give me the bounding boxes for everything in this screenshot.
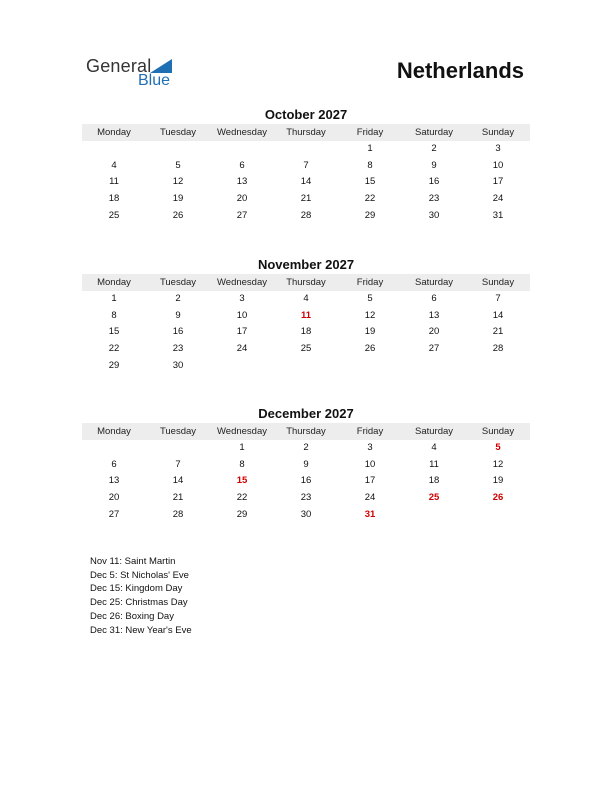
day-cell: 6	[239, 159, 245, 171]
day-cell: 5	[175, 159, 181, 171]
logo-triangle-icon	[150, 59, 172, 73]
day-cell: 21	[300, 193, 312, 205]
day-cell: 1	[367, 143, 373, 154]
day-cell: 13	[108, 475, 120, 487]
weekday-label: Saturday	[414, 277, 454, 288]
holiday-notes	[90, 555, 192, 637]
day-cell	[146, 440, 210, 457]
day-cell: 28	[172, 508, 184, 520]
day-cell: 20	[236, 193, 248, 205]
week-row	[82, 191, 530, 208]
weekday-label: Thursday	[286, 426, 326, 437]
day-cell	[466, 507, 530, 524]
weekday-label: Sunday	[481, 127, 515, 138]
weekday-label: Sunday	[481, 426, 515, 437]
day-cell	[402, 358, 466, 375]
day-cell: 24	[236, 343, 248, 355]
day-cell: 21	[492, 326, 504, 338]
weekday-label: Tuesday	[159, 127, 197, 138]
day-cell: 17	[364, 475, 376, 487]
day-cell	[466, 358, 530, 375]
holiday-day-cell: 11	[300, 309, 312, 321]
month-title: October 2027	[264, 107, 348, 122]
weekday-header-row	[82, 423, 530, 440]
day-cell: 2	[175, 293, 181, 304]
day-cell: 12	[492, 458, 504, 470]
weekday-label: Friday	[356, 277, 384, 288]
day-cell: 8	[367, 159, 373, 171]
weekday-label: Saturday	[414, 127, 454, 138]
month-title: November 2027	[257, 257, 355, 272]
day-cell: 18	[428, 475, 440, 487]
day-cell: 31	[492, 209, 504, 221]
day-cell: 5	[367, 293, 373, 304]
day-cell	[210, 141, 274, 158]
day-cell: 6	[431, 293, 437, 304]
month-block	[82, 405, 530, 523]
day-cell: 27	[428, 343, 440, 355]
holiday-day-cell: 26	[492, 492, 504, 504]
day-cell: 18	[300, 326, 312, 338]
day-cell: 25	[108, 209, 120, 221]
week-row	[82, 440, 530, 457]
weekday-label: Friday	[356, 426, 384, 437]
weekday-header-row	[82, 124, 530, 141]
day-cell: 1	[111, 293, 117, 304]
day-cell	[210, 358, 274, 375]
day-cell: 16	[428, 176, 440, 188]
holiday-day-cell: 25	[428, 492, 440, 504]
day-cell: 19	[172, 193, 184, 205]
day-cell: 2	[431, 143, 437, 154]
weekday-label: Wednesday	[217, 277, 267, 288]
day-cell: 23	[300, 492, 312, 504]
day-cell	[82, 141, 146, 158]
day-cell: 23	[428, 193, 440, 205]
day-cell: 20	[428, 326, 440, 338]
holiday-day-cell: 5	[495, 442, 501, 453]
day-cell: 3	[367, 442, 373, 453]
day-cell: 17	[492, 176, 504, 188]
country-title: Netherlands	[396, 58, 524, 83]
day-cell: 11	[109, 176, 119, 188]
weekday-label: Tuesday	[159, 277, 197, 288]
day-cell	[274, 358, 338, 375]
month-block	[82, 256, 530, 374]
logo-blue-text: Blue	[138, 72, 171, 89]
day-cell: 28	[492, 343, 504, 355]
day-cell: 13	[236, 176, 248, 188]
day-cell	[274, 141, 338, 158]
day-cell: 29	[108, 359, 120, 371]
day-cell: 9	[303, 458, 309, 470]
day-cell: 18	[108, 193, 120, 205]
week-row	[82, 473, 530, 490]
day-cell: 4	[303, 293, 309, 304]
day-cell: 4	[431, 442, 437, 453]
day-cell: 13	[428, 309, 440, 321]
day-cell	[82, 440, 146, 457]
holiday-note: Dec 15: Kingdom Day	[90, 583, 183, 595]
generalblue-logo	[86, 56, 186, 92]
day-cell: 8	[239, 458, 245, 470]
holiday-day-cell: 15	[236, 475, 248, 487]
week-row	[82, 341, 530, 358]
day-cell: 20	[108, 492, 120, 504]
day-cell: 19	[364, 326, 376, 338]
day-cell: 4	[111, 159, 117, 171]
day-cell: 8	[111, 309, 117, 321]
day-cell: 3	[239, 293, 245, 304]
holiday-note: Dec 31: New Year's Eve	[90, 624, 192, 636]
day-cell: 7	[303, 159, 309, 171]
day-cell: 27	[236, 209, 248, 221]
weekday-label: Tuesday	[159, 426, 197, 437]
weekday-label: Monday	[97, 426, 131, 437]
day-cell: 28	[300, 209, 312, 221]
day-cell: 26	[364, 343, 376, 355]
day-cell: 29	[236, 508, 248, 520]
holiday-note: Nov 11: Saint Martin	[90, 556, 176, 567]
day-cell: 11	[429, 458, 439, 470]
weekday-label: Wednesday	[217, 426, 267, 437]
week-row	[82, 358, 530, 375]
weekday-label: Thursday	[286, 127, 326, 138]
week-row	[82, 490, 530, 507]
day-cell: 26	[172, 209, 184, 221]
week-row	[82, 158, 530, 175]
week-row	[82, 457, 530, 474]
day-cell: 14	[492, 309, 504, 321]
weekday-label: Monday	[97, 277, 131, 288]
logo-general-text: General	[86, 56, 152, 76]
day-cell: 19	[492, 475, 504, 487]
day-cell: 27	[108, 508, 120, 520]
weekday-label: Thursday	[286, 277, 326, 288]
day-cell: 22	[236, 492, 248, 504]
weekday-label: Monday	[97, 127, 131, 138]
holiday-note: Dec 25: Christmas Day	[90, 597, 188, 609]
week-row	[82, 507, 530, 524]
weekday-label: Friday	[356, 127, 384, 138]
day-cell: 7	[175, 458, 181, 470]
weekday-label: Wednesday	[217, 127, 267, 138]
holiday-note: Dec 26: Boxing Day	[90, 610, 174, 622]
day-cell: 6	[111, 458, 117, 470]
day-cell: 24	[364, 492, 376, 504]
day-cell: 15	[364, 176, 376, 188]
weekday-header-row	[82, 274, 530, 291]
month-block	[82, 106, 530, 224]
month-title: December 2027	[258, 406, 354, 421]
day-cell: 7	[495, 293, 501, 304]
day-cell: 14	[300, 176, 312, 188]
day-cell: 10	[492, 159, 504, 171]
weekday-label: Saturday	[414, 426, 454, 437]
week-row	[82, 208, 530, 225]
day-cell: 9	[175, 309, 181, 321]
day-cell: 16	[172, 326, 184, 338]
week-row	[82, 291, 530, 308]
day-cell: 16	[300, 475, 312, 487]
day-cell: 23	[172, 343, 184, 355]
day-cell: 2	[303, 442, 309, 453]
weekday-label: Sunday	[481, 277, 515, 288]
day-cell: 30	[172, 359, 184, 371]
day-cell	[146, 141, 210, 158]
day-cell: 9	[431, 159, 437, 171]
day-cell	[402, 507, 466, 524]
day-cell: 29	[364, 209, 376, 221]
day-cell: 21	[172, 492, 184, 504]
holiday-note: Dec 5: St Nicholas' Eve	[90, 569, 189, 581]
day-cell: 25	[300, 343, 312, 355]
day-cell: 12	[172, 176, 184, 188]
day-cell: 3	[495, 143, 501, 154]
day-cell: 14	[172, 475, 184, 487]
day-cell: 12	[364, 309, 376, 321]
day-cell: 15	[108, 326, 120, 338]
day-cell: 22	[108, 343, 120, 355]
day-cell: 17	[236, 326, 248, 338]
week-row	[82, 174, 530, 191]
week-row	[82, 308, 530, 325]
day-cell: 24	[492, 193, 504, 205]
day-cell: 1	[239, 442, 245, 453]
day-cell: 10	[364, 458, 376, 470]
holiday-day-cell: 31	[364, 508, 376, 520]
week-row	[82, 141, 530, 158]
day-cell	[338, 358, 402, 375]
day-cell: 30	[428, 209, 440, 221]
week-row	[82, 324, 530, 341]
day-cell: 10	[236, 309, 248, 321]
day-cell: 22	[364, 193, 376, 205]
day-cell: 30	[300, 508, 312, 520]
